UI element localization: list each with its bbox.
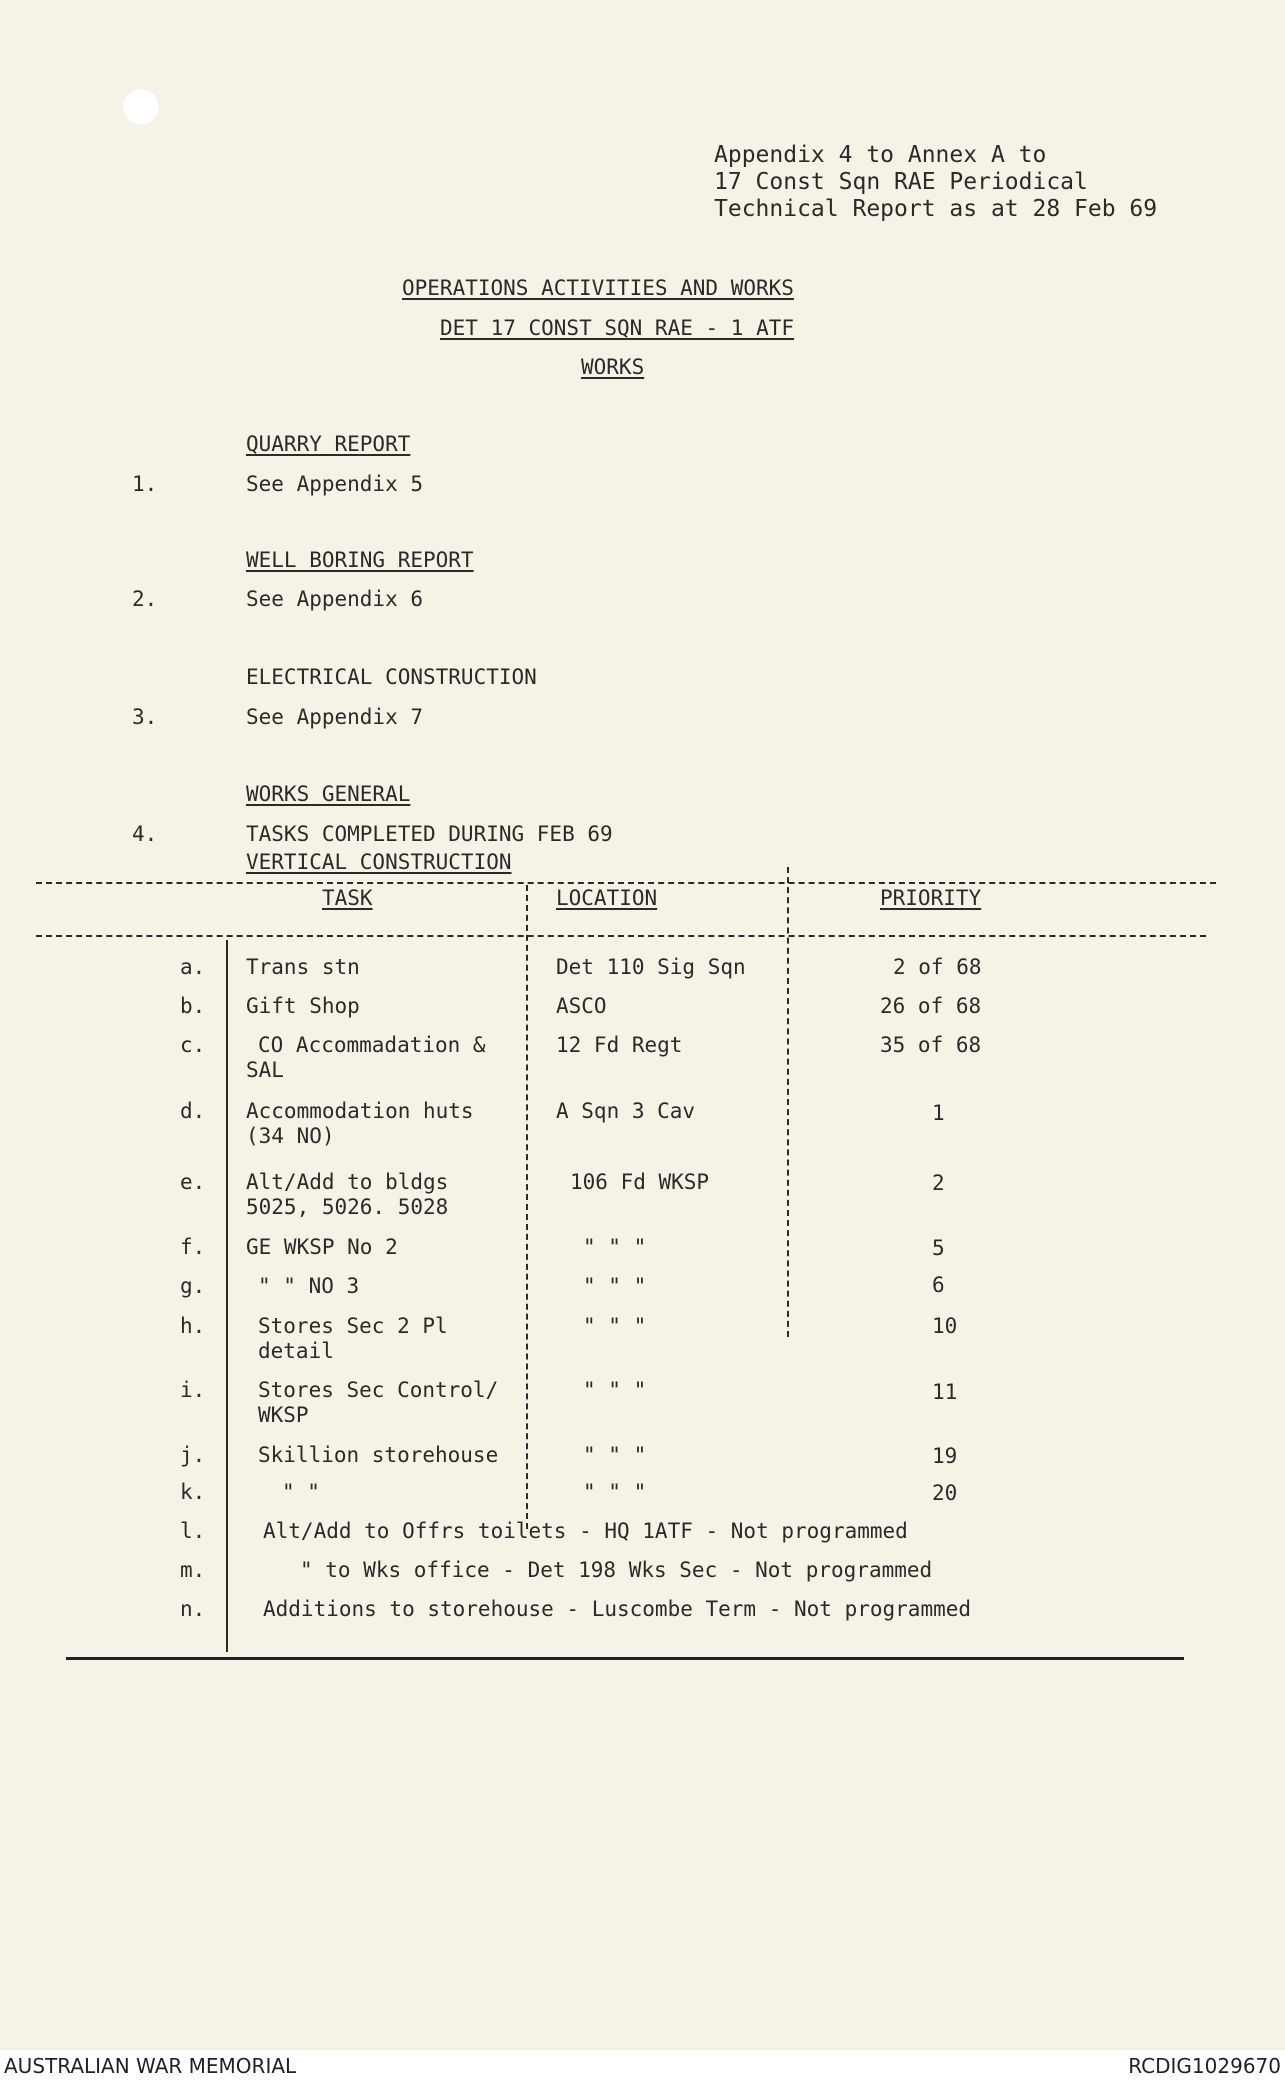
row-full-text: Alt/Add to Offrs toilets - HQ 1ATF - Not programmed: [263, 1519, 908, 1543]
appendix-line: Appendix 4 to Annex A to: [714, 142, 1047, 168]
row-id: h.: [180, 1314, 206, 1338]
table-header-rule: [36, 935, 1206, 937]
row-id: e.: [180, 1170, 206, 1194]
section-text: See Appendix 7: [246, 705, 424, 729]
row-location: 12 Fd Regt: [556, 1033, 683, 1057]
row-task-continued: detail: [258, 1339, 334, 1363]
row-task-continued: 5025, 5026. 5028: [246, 1195, 449, 1219]
row-location: " " ": [583, 1314, 647, 1338]
row-id: a.: [180, 955, 206, 979]
row-priority: 6: [932, 1273, 945, 1297]
row-priority: 11: [932, 1380, 958, 1404]
appendix-line: Technical Report as at 28 Feb 69: [714, 196, 1158, 222]
row-location: " " ": [583, 1443, 647, 1467]
column-divider: [787, 867, 789, 1337]
row-priority: 35 of 68: [880, 1033, 982, 1057]
row-location: " " ": [583, 1274, 647, 1298]
punch-hole: [122, 88, 160, 126]
row-task: CO Accommadation &: [258, 1033, 486, 1057]
row-priority: 2 of 68: [893, 955, 982, 979]
row-priority: 10: [932, 1314, 958, 1338]
section-number: 4.: [132, 822, 158, 846]
row-task: GE WKSP No 2: [246, 1235, 398, 1259]
row-location: " " ": [583, 1480, 647, 1504]
column-header-location: LOCATION: [556, 886, 658, 910]
row-priority: 26 of 68: [880, 994, 982, 1018]
column-header-task: TASK: [322, 886, 373, 910]
row-id: c.: [180, 1033, 206, 1057]
section-number: 2.: [132, 587, 158, 611]
row-task: Trans stn: [246, 955, 360, 979]
appendix-line: 17 Const Sqn RAE Periodical: [714, 169, 1088, 195]
row-full-text: Additions to storehouse - Luscombe Term - Not programmed: [263, 1597, 972, 1621]
appendix-reference: [714, 142, 1157, 223]
subheading: VERTICAL CONSTRUCTION: [246, 850, 512, 874]
row-task: Stores Sec 2 Pl: [258, 1314, 448, 1338]
row-task: Accommodation huts: [246, 1099, 474, 1123]
row-task: " " NO 3: [258, 1274, 360, 1298]
section-text: See Appendix 5: [246, 472, 424, 496]
document-title: OPERATIONS ACTIVITIES AND WORKS: [402, 276, 794, 300]
section-heading: WELL BORING REPORT: [246, 548, 474, 572]
section-text: TASKS COMPLETED DURING FEB 69: [246, 822, 613, 846]
footer-source: AUSTRALIAN WAR MEMORIAL: [4, 2054, 297, 2078]
row-location: ASCO: [556, 994, 607, 1018]
row-id: g.: [180, 1274, 206, 1298]
row-id: l.: [180, 1519, 206, 1543]
section-heading: ELECTRICAL CONSTRUCTION: [246, 665, 537, 689]
row-id: d.: [180, 1099, 206, 1123]
footer-record-id: RCDIG1029670: [1128, 2054, 1281, 2078]
row-location: Det 110 Sig Sqn: [556, 955, 746, 979]
row-task-continued: SAL: [246, 1058, 284, 1082]
row-task: Skillion storehouse: [258, 1443, 499, 1467]
row-task: " ": [282, 1480, 320, 1504]
section-number: 1.: [132, 472, 158, 496]
row-id: b.: [180, 994, 206, 1018]
id-column-divider: [226, 940, 228, 1652]
section-text: See Appendix 6: [246, 587, 424, 611]
column-header-priority: PRIORITY: [880, 886, 982, 910]
row-priority: 20: [932, 1481, 958, 1505]
row-location: 106 Fd WKSP: [570, 1170, 710, 1194]
section-number: 3.: [132, 705, 158, 729]
row-id: n.: [180, 1597, 206, 1621]
row-location: A Sqn 3 Cav: [556, 1099, 696, 1123]
row-task-continued: (34 NO): [246, 1124, 335, 1148]
row-task: Gift Shop: [246, 994, 360, 1018]
section-heading: QUARRY REPORT: [246, 432, 411, 456]
row-id: f.: [180, 1235, 206, 1259]
row-id: i.: [180, 1378, 206, 1402]
row-priority: 19: [932, 1444, 958, 1468]
row-id: k.: [180, 1480, 206, 1504]
table-top-rule: [36, 882, 1216, 884]
column-divider: [526, 885, 528, 1529]
row-location: " " ": [583, 1378, 647, 1402]
table-bottom-rule: [66, 1657, 1184, 1660]
row-priority: 2: [932, 1171, 945, 1195]
row-task: Alt/Add to bldgs: [246, 1170, 449, 1194]
archive-footer: [0, 2050, 1285, 2081]
row-id: j.: [180, 1443, 206, 1467]
document-subtitle: DET 17 CONST SQN RAE - 1 ATF: [440, 316, 795, 340]
row-location: " " ": [583, 1235, 647, 1259]
row-task: Stores Sec Control/: [258, 1378, 499, 1402]
row-task-continued: WKSP: [258, 1403, 309, 1427]
section-heading: WORKS GENERAL: [246, 782, 411, 806]
row-priority: 1: [932, 1101, 945, 1125]
document-section-title: WORKS: [581, 355, 645, 379]
row-priority: 5: [932, 1236, 945, 1260]
row-id: m.: [180, 1558, 206, 1582]
row-full-text: " to Wks office - Det 198 Wks Sec - Not programmed: [300, 1558, 933, 1582]
